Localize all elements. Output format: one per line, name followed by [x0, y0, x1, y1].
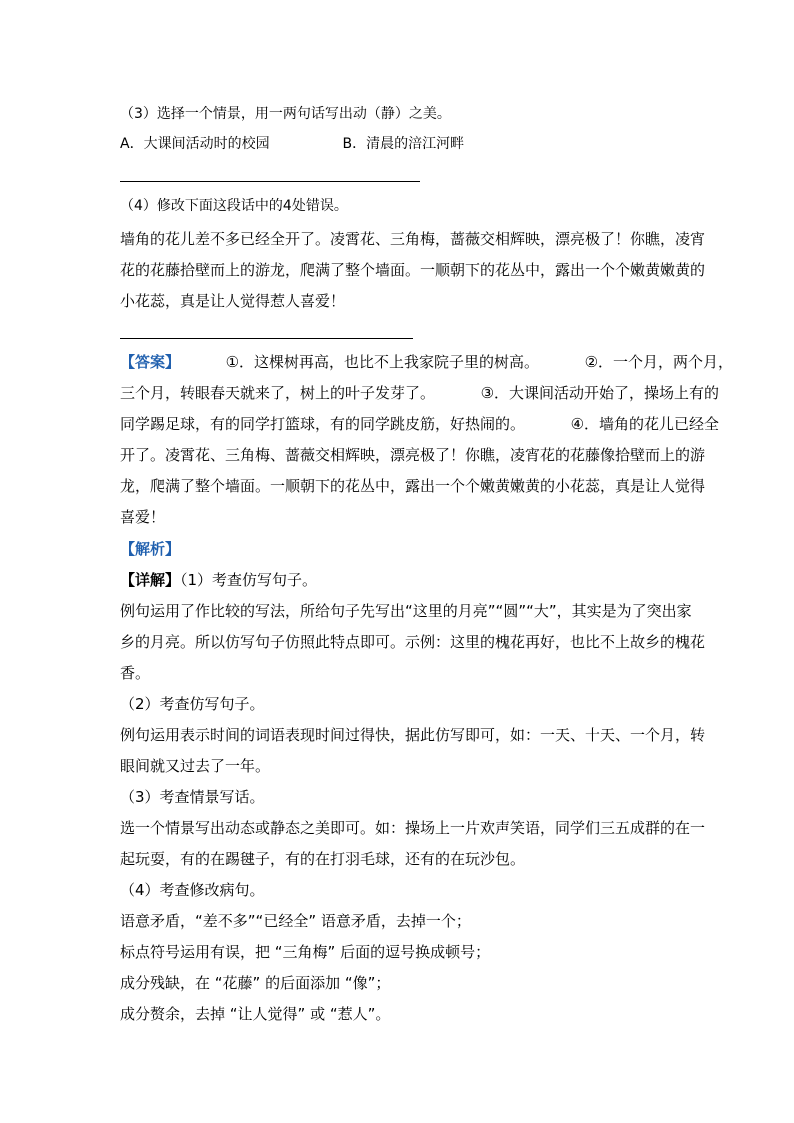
- answer-text: 同学踢足球，有的同学打篮球，有的同学跳皮筋，好热闹的。: [120, 415, 526, 433]
- analysis-tag: 【解析】: [120, 540, 181, 558]
- answer-text: 喜爱！: [120, 508, 166, 526]
- answer-text: ①．这棵树再高，也比不上我家院子里的树高。: [225, 353, 540, 371]
- passage-line: 小花蕊，真是让人觉得惹人喜爱！: [120, 292, 346, 310]
- q2-head: （2）考查仿写句子。: [120, 695, 265, 713]
- answer-tag: 【答案】: [120, 353, 181, 371]
- analysis-line: 起玩耍，有的在踢毽子，有的在打羽毛球，还有的在玩沙包。: [120, 850, 526, 868]
- q1-head: （1）考查仿写句子。: [180, 571, 318, 589]
- analysis-line: 乡的月亮。所以仿写句子仿照此特点即可。示例：这里的槐花再好，也比不上故乡的槐花: [120, 633, 706, 651]
- analysis-line: 眼间就又过去了一年。: [120, 757, 271, 775]
- q3-head: （3）考查情景写话。: [120, 788, 265, 806]
- option-a: A．大课间活动时的校园: [120, 136, 270, 152]
- analysis-section: [120, 534, 706, 1030]
- question-3-options: [120, 134, 464, 154]
- question-4-passage: [120, 224, 706, 317]
- passage-line: 墙角的花儿差不多已经全开了。凌霄花、三角梅，蔷薇交相辉映，漂亮极了！你瞧，凌宵: [120, 230, 706, 248]
- detail-tag: 【详解】: [120, 571, 181, 589]
- answer-blank-line-4: [120, 338, 413, 339]
- option-b: B．清晨的涪江河畔: [342, 136, 465, 152]
- analysis-line: 成分残缺，在 “花藤” 的后面添加 “像”；: [120, 974, 391, 992]
- answer-section: [120, 347, 734, 533]
- analysis-line: 例句运用表示时间的词语表现时间过得快，据此仿写即可，如：一天、十天、一个月，转: [120, 726, 706, 744]
- analysis-line: 例句运用了作比较的写法，所给句子先写出“这里的月亮”“圆”“大”，其实是为了突出家: [120, 602, 692, 620]
- answer-blank-line-3: [120, 181, 420, 182]
- analysis-line: 选一个情景写出动态或静态之美即可。如：操场上一片欢声笑语，同学们三五成群的在一: [120, 819, 706, 837]
- answer-text: ②．一个月，两个月，: [584, 353, 734, 371]
- analysis-line: 标点符号运用有误，把 “三角梅” 后面的逗号换成顿号；: [120, 943, 491, 961]
- question-4-prompt: （4）修改下面这段话中的4处错误。: [120, 198, 348, 214]
- answer-text: 龙，爬满了整个墙面。一顺朝下的花丛中，露出一个个嫩黄嫩黄的小花蕊，真是让人觉得: [120, 477, 706, 495]
- analysis-line: 香。: [120, 664, 151, 682]
- answer-text: 三个月，转眼春天就来了，树上的叶子发芽了。: [120, 384, 436, 402]
- question-3-prompt: （3）选择一个情景，用一两句话写出动（静）之美。: [120, 106, 451, 122]
- analysis-line: 语意矛盾，“差不多”“已经全” 语意矛盾，去掉一个；: [120, 912, 471, 930]
- answer-text: ④．墙角的花儿已经全: [570, 415, 720, 433]
- answer-text: ③．大课间活动开始了，操场上有的: [480, 384, 720, 402]
- q4-head: （4）考查修改病句。: [120, 881, 265, 899]
- passage-line: 花的花藤拾壁而上的游龙，爬满了整个墙面。一顺朝下的花丛中，露出一个个嫩黄嫩黄的: [120, 261, 706, 279]
- answer-text: 开了。凌霄花、三角梅、蔷薇交相辉映，漂亮极了！你瞧，凌宵花的花藤像拾壁而上的游: [120, 446, 706, 464]
- analysis-line: 成分赘余，去掉 “让人觉得” 或 “惹人”。: [120, 1005, 391, 1023]
